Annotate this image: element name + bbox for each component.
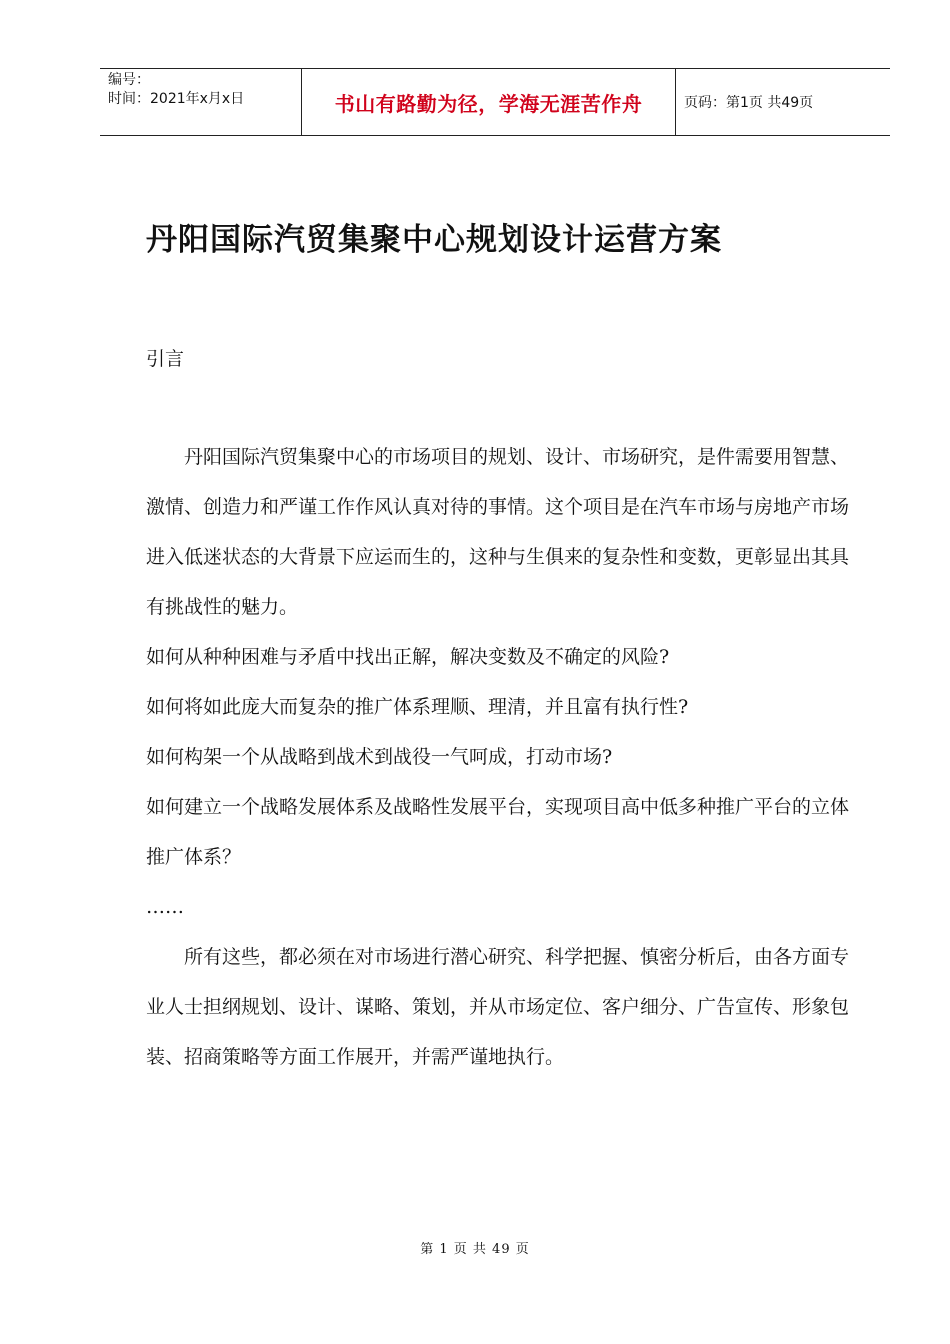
document-title: 丹阳国际汽贸集聚中心规划设计运营方案 <box>146 222 722 258</box>
body-paragraph: 如何将如此庞大而复杂的推广体系理顺、理清，并且富有执行性? <box>146 696 689 718</box>
header-motto: 书山有路勤为径，学海无涯苦作舟 <box>334 91 643 116</box>
header-motto-cell <box>302 69 676 135</box>
body-ellipsis: …… <box>146 896 184 918</box>
document-number-label: 编号： <box>108 72 150 88</box>
header-page-cell <box>676 69 890 135</box>
body-paragraph: 所有这些，都必须在对市场进行潜心研究、科学把握、慎密分析后，由各方面专业人士担纲规划、设计、谋略、策划，并从市场定位、客户细分、广告宣传、形象包装、招商策略等方面工作展开，并需严谨地执行。 <box>146 946 850 1068</box>
header-meta-cell <box>100 69 302 135</box>
body-paragraph: 如何构架一个从战略到战术到战役一气呵成，打动市场? <box>146 746 613 768</box>
body-paragraph: 如何从种种困难与矛盾中找出正解，解决变数及不确定的风险? <box>146 646 670 668</box>
header-page-info: 页码：第1页 共49页 <box>684 95 814 111</box>
body-paragraph: 如何建立一个战略发展体系及战略性发展平台，实现项目高中低多种推广平台的立体推广体系？ <box>146 796 850 868</box>
page-footer: 第 1 页 共 49 页 <box>420 1242 530 1257</box>
document-body <box>146 432 858 1082</box>
section-heading: 引言 <box>146 348 185 370</box>
body-paragraph: 丹阳国际汽贸集聚中心的市场项目的规划、设计、市场研究，是件需要用智慧、激情、创造力和严谨工作作风认真对待的事情。这个项目是在汽车市场与房地产市场进入低迷状态的大背景下应运而生的，这种与生俱来的复杂性和变数，更彰显出其具有挑战性的魅力。 <box>146 446 850 618</box>
document-header <box>100 68 890 136</box>
document-time-label: 时间：2021年x月x日 <box>108 91 245 107</box>
